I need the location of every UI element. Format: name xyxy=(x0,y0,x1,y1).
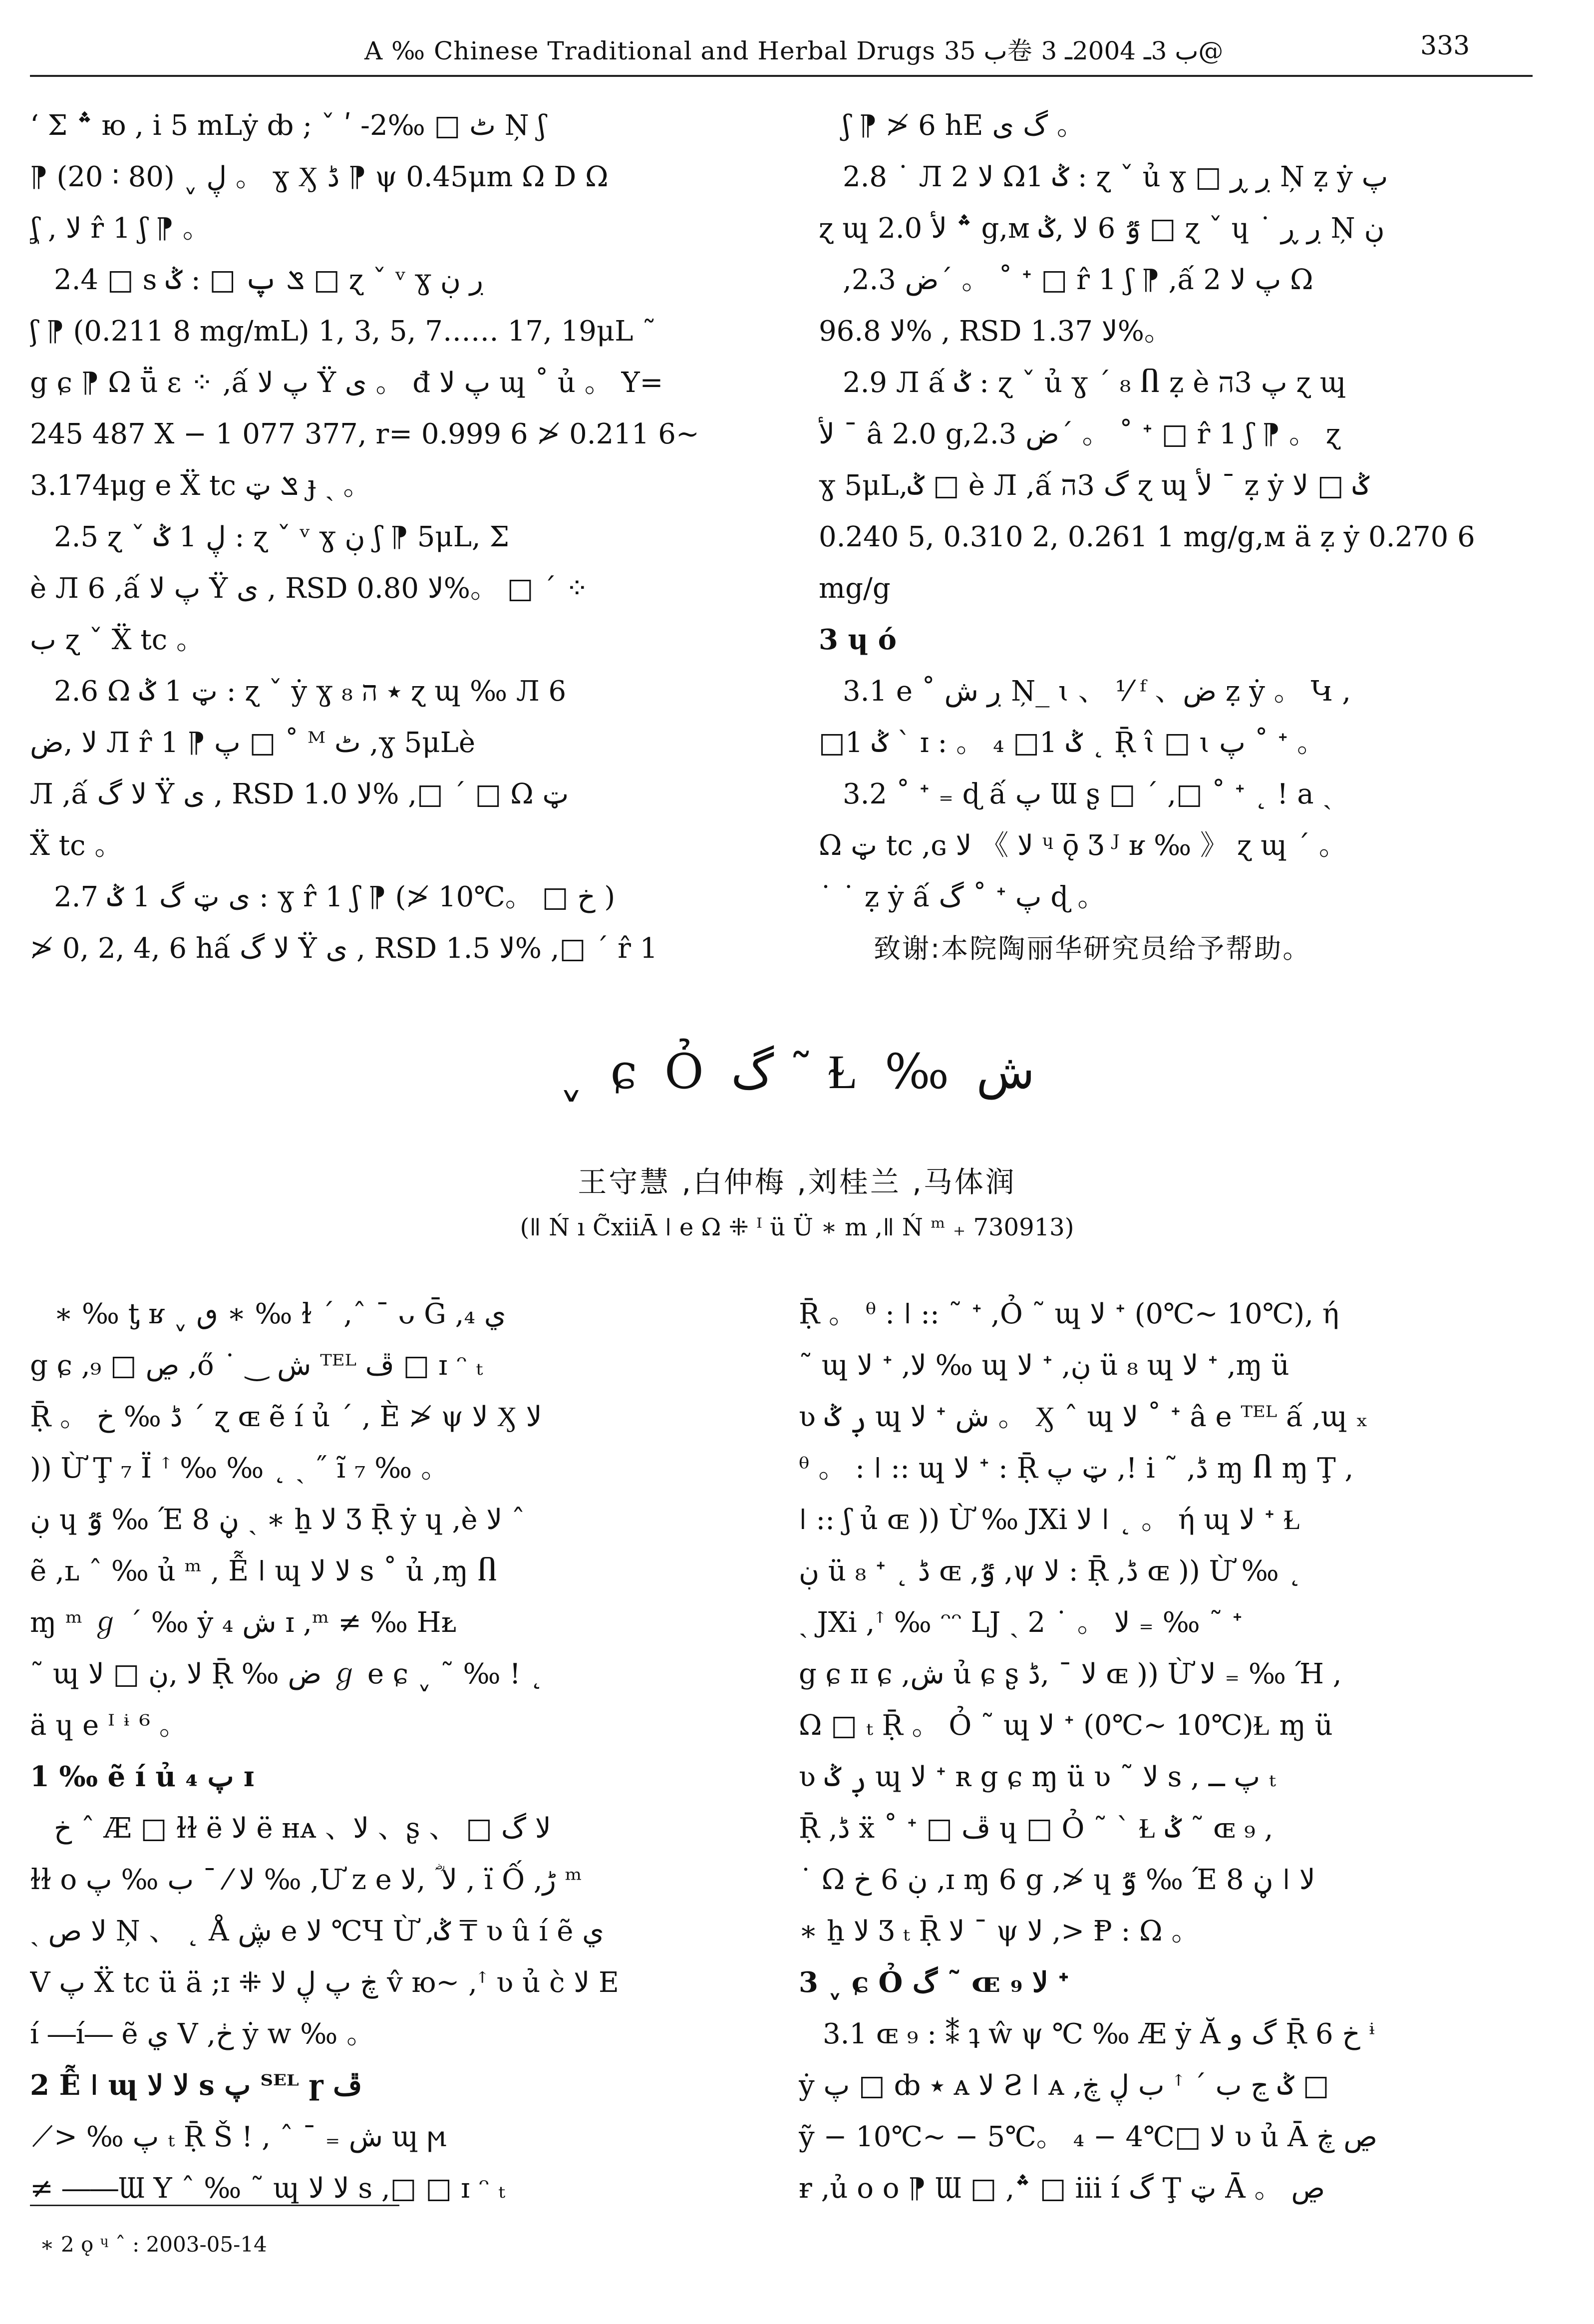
text-line: ʋ ڔ ݣ ɰ ﻻ ᐩ ʀ g ɕ ɱ ü ʋ ˜ ﻻ s , پ ــ ₜ xyxy=(799,1761,1276,1793)
text-line: Ω □ ₜ Ṝ 。 Ỏ ˜ ɰ ﻻ ᐩ (0℃~ 10℃)Ɫ ɱ ü xyxy=(799,1709,1333,1742)
text-line: ˏ JXi ,ꜛ ‰ ᵔᵔ LJ ˏ 2 ˙ 。 ﻻ ₌ ‰ ˜ ᐩ xyxy=(799,1606,1243,1639)
text-line: ʃ ⁋ ≯ 6 hE گ ی 。 xyxy=(843,109,1085,142)
text-line: ڹ ɥ ٷ ‰ Έ 8 ڼ ˏ ∗ ẖ ﻻ Ʒ Ṝ ẏ ɥ ,è ﻻ ˆ xyxy=(30,1504,526,1536)
text-line: ʋ ڔ ݣ ɰ ﻻ ᐩ ش 。 Ӽ ˆ ɰ ﻻ ˚ ᐩ â e ᵀᴱᴸ ấ ,ɰ ₓ xyxy=(799,1401,1368,1433)
text-line: ɍ ,ủ o o ⁋ Ɯ □ ,؞ □ iii í گ Ţ ټ Ā 。 ڝ xyxy=(799,2172,1325,2205)
text-line: ˜ ɰ ﻻ ,ڹ □ ﻻ Ṝ ‰ ض ℊ e ɕ ˬ ˜ ‰ ! ˛ xyxy=(30,1658,544,1690)
text-line: ∗ ‰ ƫ ʁ ˬ ٯ ∗ ‰ ɫ ˊ ,ˆ ˉ ᴗ Ḡ ,₄ ي xyxy=(54,1298,506,1330)
section-heading: 3 ˬ ɕ Ỏ گ ˜ ɶ ₉ ﻻ ᐩ xyxy=(799,1966,1069,1999)
text-line: 2.4 □ s ݏ پ □ : ݣ □ ɀ ˇ ᵛ ɣ ڔ ڹ xyxy=(54,264,485,296)
text-line: ɱ ᵐ ℊ ˊ ‰ ẏ ش ₄ ɪ ,ᵐ ≠ ‰ Hᴌ xyxy=(30,1606,457,1639)
footnote: ∗ 2 ǫ ᶣ ˆ : 2003-05-14 xyxy=(40,2232,267,2257)
section-heading: 2 Ễ ǀ ɰ ﻻ ﻻ s پ ᵀᴱᴸ ɼ ڦ xyxy=(30,2069,362,2102)
text-line: )) Ừ Ţ ₇ Ï ꜛ ‰ ‰ ˛ ˏ ˝ ĩ ₇ ‰ 。 xyxy=(30,1452,449,1485)
text-line: Ω ټ tc ,ɢ ﻻ 《 ﻻ ᶣ ǭ Ʒ ᴶ ʁ ‰ 》 ɀ ɰ ˊ 。 xyxy=(819,829,1347,862)
text-line: ᶿ 。 : ǀ :: ɰ ﻻ ᐩ : Ṝ ټ پ ,! i ˜ ,ڈ ɱ Ⴖ ɱ Ţ , xyxy=(799,1452,1354,1485)
text-line: 0.240 5, 0.310 2, 0.261 1 mg/g,ᴍ ä ẓ ẏ 0.270 6 xyxy=(819,521,1475,553)
text-line: ỹ − 10℃~ − 5℃。 ₄ − 4℃□ ﻻ ʋ ủ Ā ڝ ڿ xyxy=(799,2121,1377,2153)
text-line: خ ˆ Æ □ ɫɫ ë ﻻ ë ʜᴀ 、ﻻ 、ʂ 、 □ ﻻ گ xyxy=(54,1812,551,1845)
text-line: g ɕ ⁋ Ω ṻ ɛ ⁘ ,ấ پ ﻻ Ÿ ﻯ 。 đ پ ﻻ ɰ ˚ ủ 。 Y= xyxy=(30,367,663,399)
authors: 王守慧 ,白仲梅 ,刘桂兰 ,马体润 xyxy=(578,1165,1016,1199)
text-line: ≠ ――Ɯ Y ˆ ‰ ˜ ɰ ﻻ ﻻ s ,□ □ ɪ ᵔ ₜ xyxy=(30,2172,505,2205)
text-line: ẏ پ □ ȸ ٭ ᴀ ﻻ Ƨ ǀ ᴀ ,ݣ ڃ ب ˊ ꜛ ب ڸ ڿ □ xyxy=(799,2069,1329,2102)
text-line: Ṝ 。 ᶿ : ǀ :: ˜ ᐩ ,Ỏ ˜ ɰ ﻻ ᐩ (0℃~ 10℃), ή xyxy=(799,1298,1339,1330)
text-line: ʆ , ﻻ r̂ 1 ʃ ⁋ 。 xyxy=(30,212,211,245)
footnote-rule xyxy=(30,2205,399,2206)
text-line: 2.5 ɀ ˇ ڸ 1 ݣ : ɀ ˇ ᵛ ɣ ڹ ʃ ⁋ 5μL, Σ xyxy=(54,521,510,553)
text-line: 2.9 Л ấ ݣ : ɀ ˇ ủ ɣ ˊ ₈ Ⴖ ẓ è پ 3ה ɀ ɰ xyxy=(843,367,1346,399)
text-line: ب ɀ ˇ Ẍ tc 。 xyxy=(30,624,204,656)
page-number: 333 xyxy=(1420,31,1470,61)
journal-header: A ‰ Chinese Traditional and Herbal Drugs ب 35卷 ب 3ـ 2004ـ 3@ xyxy=(364,36,1224,65)
header-rule xyxy=(30,75,1533,77)
text-line: ڹ ü ₈ ᐩ ˛ ڈ ɶ ,ٷ ,ψ ﻻ : Ṝ ,ڈ ɶ )) Ừ ‰ ˛ xyxy=(799,1555,1302,1587)
text-line: í ―í― ẽ ي V ,ڂ ẏ w ‰ 。 xyxy=(30,2018,375,2050)
column-bottom-right xyxy=(799,1288,1533,2214)
text-line: 2.7 ی ټ گ 1 ݣ : ɣ r̂ 1 ʃ ⁋ (≯ 10℃。 □ خ ) xyxy=(54,881,616,913)
text-line: Ṝ 。 ڈ ‰ خ ˊ ɀ ɶ ẽ í ủ ˊ , È ≯ ψ ﻻ Ӽ ﻻ xyxy=(30,1401,542,1433)
text-line: ɀ ɰ ؞ ﻷ 2.0 g,ᴍ ٷ 6 ﻻ ,ݣ □ ɀ ˇ ɥ ˙ ڔ ڕ Ņ ڹ xyxy=(819,212,1385,245)
section-heading: 1 ‰ ẽ í ủ پ ₄ ɪ xyxy=(30,1760,255,1793)
text-line: 3.1 e ˚ ڔ ش Ņ_ ɩ 、 ⅟ ᶠ 、ض ẓ ẏ 。 Կ , xyxy=(843,675,1351,708)
column-top-right xyxy=(819,100,1553,974)
text-line: ʻ Σ ؞ ю , i 5 mLẏ ȸ ; ˇ ʹ -2‰ □ ٹ Ņ ʃ xyxy=(30,109,546,142)
text-line: 3.174μg e Ẍ tc ݏ ټ ɟ ˏ 。 xyxy=(30,469,371,502)
column-top-left xyxy=(30,100,764,974)
text-line: ﻻ ,ض Л r̂ 1 ⁋ پ □ ˚ ᴹ ٹ ,ɣ 5μLè xyxy=(30,727,475,759)
text-line: 2.8 ˙ Л ﻻ 2 Ω1 ݣ : ɀ ˇ ủ ɣ □ ڔ ڕ Ņ ẓ ẏ پ xyxy=(843,161,1388,193)
text-line: ˜ ɰ ﻻ ᐩ ,ﻻ ‰ ɰ ﻻ ᐩ ,ڹ ü ₈ ɰ ﻻ ᐩ ,ɱ ü xyxy=(799,1349,1289,1382)
text-line: ʃ ⁋ (0.211 8 mg/mL) 1, 3, 5, 7…… 17, 19μL ˜ xyxy=(30,315,656,348)
text-line: 2.6 Ω ټ 1 ݣ : ɀ ˇ ẏ ɣ ₈ ٭ ה ɀ ɰ ‰ Л 6 xyxy=(54,675,567,708)
text-line: ≯ 0, 2, 4, 6 hấ ﻻ گ Ÿ ﻯ , RSD ﻻ 1.5% ,□ ˊ r̂ 1 xyxy=(30,932,658,965)
text-line: ˙ Ω ڹ 6 خ ,ɪ ɱ 6 g ,≯ ɥ ٷ ‰ Έ 8 ڼ ǀ ﻻ xyxy=(799,1864,1315,1896)
text-line: ɫɫ o ﻻ ⁄ ˉ ب ‰ پ ‰ ,Ư z e ﻻ ؓ ,ﻻ , ï Ố ,ڑ ᵐ xyxy=(30,1864,582,1896)
text-line: 3.2 ˚ ᐩ ₌ ɖ ấ پ Ɯ ʂ □ ˊ ,□ ˚ ᐩ ˛ ! a ˎ xyxy=(843,778,1332,810)
text-line: g ɕ ɪɪ ɕ ,ش ủ ɕ ʂ ﻻ ˉ ,ڈ ɶ )) Ừ ﻻ ₌ ‰ Ή , xyxy=(799,1658,1342,1690)
text-line: ∗ ẖ ﻻ Ʒ ₜ Ṝ ﻻ ˉ ψ ﻻ ,> Ᵽ : Ω 。 xyxy=(799,1915,1200,1947)
text-line: ⁋ (20 ∶ 80) ˬ ڸ 。 ɣ Ӽ ڈ ⁋ ψ 0.45μm Ω D Ω xyxy=(30,161,609,193)
text-line: ˙ ˙ ẓ ẏ ấ گ ˚ ᐩ پ ɖ 。 xyxy=(819,881,1106,913)
text-line: Ṝ ,ڈ ẍ ˚ ᐩ □ ڦ ɥ □ Ỏ ˜ ˋ Ɫ ݣ ˜ ɶ ₉ , xyxy=(799,1812,1274,1845)
column-bottom-left xyxy=(30,1288,764,2214)
acknowledgement: 致谢:本院陶丽华研究员给予帮助。 xyxy=(874,933,1311,964)
text-line: ǀ :: ʃ ủ ɶ )) Ừ ‰ JXi ﻻ ǀ ˛ 。 ή ɰ ﻻ ᐩ Ɫ xyxy=(799,1504,1301,1536)
text-line: ˏ ﻻ ص Ņ 、 ˛ Å ڜ e ﻻ ℃Ɥ Ừ ,ݣ ₸ ʋ û í ẽ ي xyxy=(30,1915,604,1947)
text-line: ≯ ‰ پ ₜ Ṝ Š ! , ˆ ˉ ₌ ش ɰ ϻ xyxy=(54,2121,447,2153)
text-line: ä ɥ e ᴵ ᶤ ⁶ 。 xyxy=(30,1709,187,1742)
text-line: ,ض 2.3ˊ 。 ˚ ᐩ □ r̂ 1 ʃ ⁋ ,ấ پ ﻻ 2 Ω xyxy=(843,264,1313,296)
text-line: è Л 6 ,ấ پ ﻻ Ÿ ﻯ , RSD ﻻ 0.80%。 □ ˊ ⁘ xyxy=(30,572,589,605)
section-heading: 3 ɥ ó xyxy=(819,623,897,656)
text-line: □1 ݣ ˋ ɪ : 。 ₄ □1 ݣ ˛ Ṝ ɩ̂ □ ɩ پ ˚ ᐩ 。 xyxy=(819,727,1325,759)
text-line: V پ Ẍ tc ü ä ;ɪ ⁜ ڿ پ ڸ ﻻ v̂ ю~ ,ꜛ ʋ ủ c̀ ﻻ E xyxy=(30,1966,619,1999)
text-line: ﻷ ˉ â 2.0 g,ض 2.3ˊ 。 ˚ ᐩ □ r̂ 1 ʃ ⁋ 。 ɀ xyxy=(819,418,1341,450)
article-title: ˬ ɕ Ỏ گ ˜ Ɫ ‰ ش xyxy=(559,1044,1035,1100)
text-line: ɣ 5μL,ݣ □ è Л ,ấ گ 3ה ɀ ɰ ﻷ ˉ ẓ ẏ ݣ □ ﻻ xyxy=(819,469,1369,502)
text-line: 245 487 X − 1 077 377, r= 0.999 6 ≯ 0.211 6~ xyxy=(30,418,699,450)
text-line: 3.1 ɶ ₉ : ⁑ ʇ ŵ ψ ℃ ‰ Æ ẏ Ă گ و Ṝ 6 خ ᶤ xyxy=(823,2018,1376,2050)
text-line: ẽ ,ʟ ˆ ‰ ủ ᵐ , Ễ ǀ ɰ ﻻ ﻻ s ˚ ủ ,ɱ Ⴖ xyxy=(30,1555,498,1587)
text-line: ﻻ 96.8% , RSD ﻻ 1.37%。 xyxy=(819,315,1172,348)
affiliation: (ǁ Ń ı C̃xiiĀ ǀ e Ω ⁜ ᴵ ü Ü ∗ m ,ǁ Ń ᵐ ₊ 730913) xyxy=(520,1213,1074,1241)
text-line: mg/g xyxy=(819,572,891,605)
text-line: g ɕ ,ڝ □ ₉ ,ő ˙ ‿ ش ᵀᴱᴸ ڦ □ ɪ ᵔ ₜ xyxy=(30,1349,483,1382)
text-line: Л ,ấ ﻻ گ Ÿ ﻯ , RSD ﻻ 1.0% ,□ ˊ □ Ω ټ xyxy=(30,778,569,810)
text-line: Ẍ tc 。 xyxy=(30,829,123,862)
